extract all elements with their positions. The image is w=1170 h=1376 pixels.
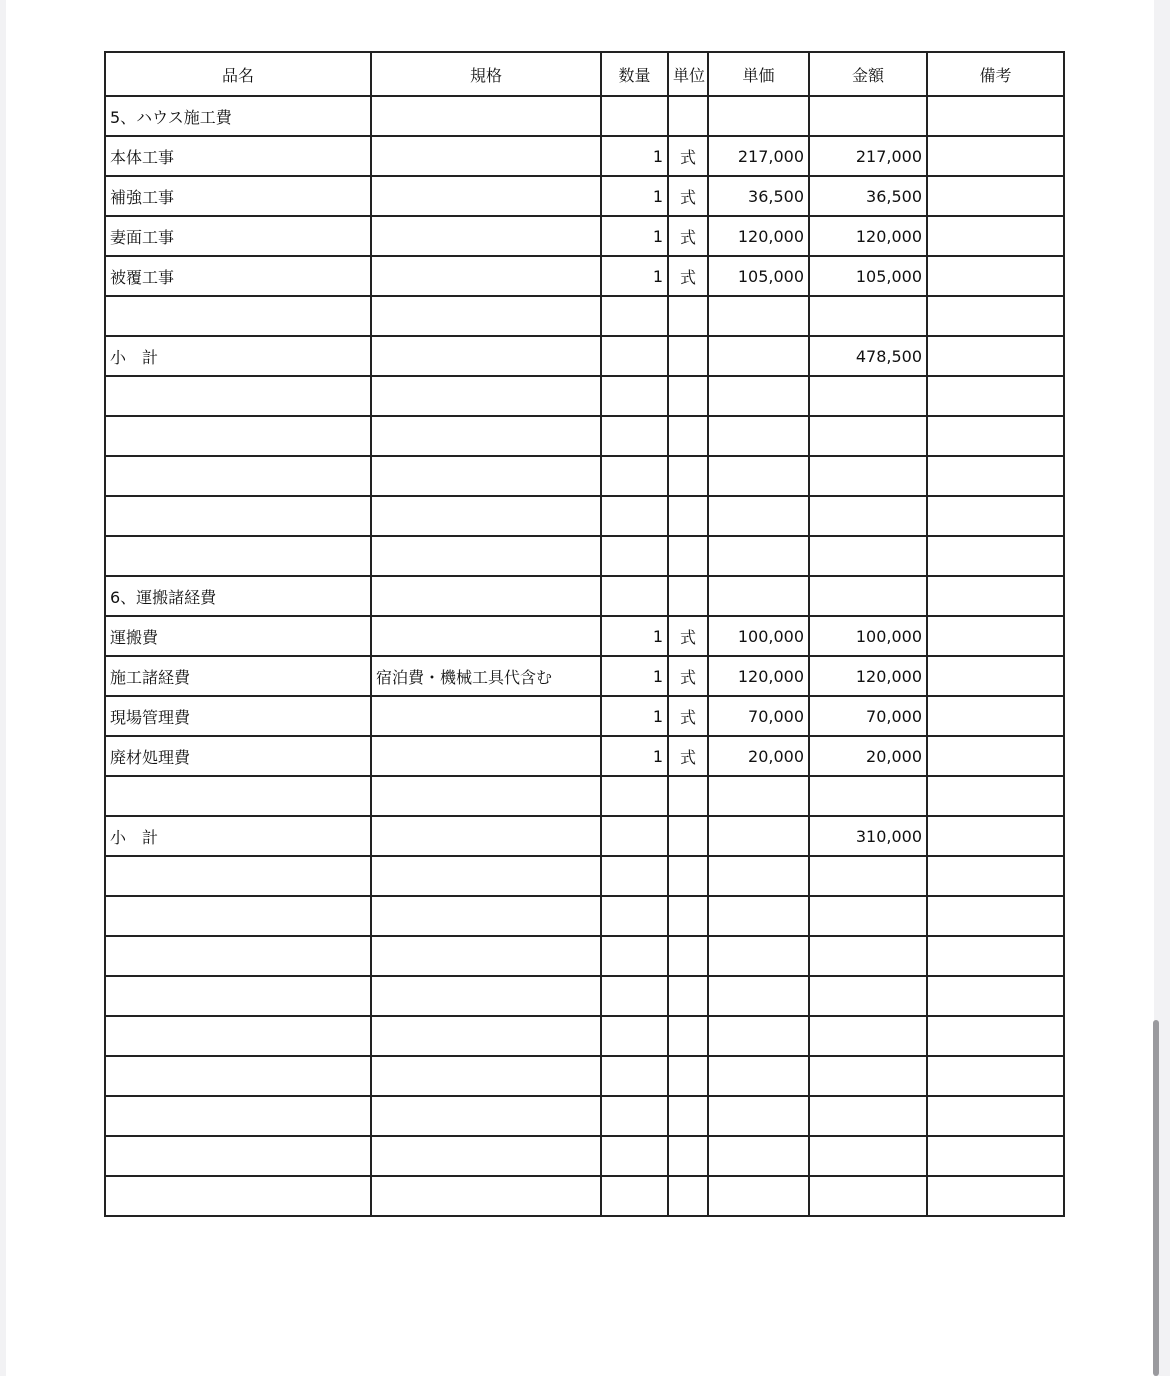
cell-unit-price — [708, 1096, 809, 1136]
table-row — [105, 176, 1064, 216]
cell-item-name — [105, 976, 371, 1016]
cell-unit — [668, 376, 708, 416]
cell-quantity — [601, 576, 668, 616]
cell-amount: 20,000 — [809, 736, 927, 776]
cell-unit — [668, 496, 708, 536]
cell-unit — [668, 776, 708, 816]
cell-unit — [668, 816, 708, 856]
subtotal-row — [105, 816, 1064, 856]
cell-quantity — [601, 936, 668, 976]
cell-amount — [809, 936, 927, 976]
cell-quantity — [601, 336, 668, 376]
cell-remarks — [927, 1056, 1064, 1096]
cell-spec — [371, 336, 601, 376]
cell-remarks — [927, 696, 1064, 736]
cell-unit: 式 — [668, 656, 708, 696]
cell-unit-price — [708, 776, 809, 816]
cell-unit-price — [708, 1176, 809, 1216]
cell-remarks — [927, 1016, 1064, 1056]
cell-unit: 式 — [668, 616, 708, 656]
cell-item-name: 小 計 — [105, 336, 371, 376]
cell-amount — [809, 1176, 927, 1216]
cell-remarks — [927, 736, 1064, 776]
cell-spec — [371, 856, 601, 896]
cell-amount: 100,000 — [809, 616, 927, 656]
cell-amount — [809, 536, 927, 576]
scrollbar-thumb[interactable] — [1153, 1020, 1159, 1376]
cell-amount: 36,500 — [809, 176, 927, 216]
cell-unit — [668, 976, 708, 1016]
cell-unit-price — [708, 896, 809, 936]
cell-item-name — [105, 376, 371, 416]
cell-amount — [809, 96, 927, 136]
cell-unit-price: 105,000 — [708, 256, 809, 296]
cell-quantity — [601, 1136, 668, 1176]
table-row — [105, 1056, 1064, 1096]
cell-item-name — [105, 1016, 371, 1056]
cell-quantity — [601, 536, 668, 576]
subtotal-row — [105, 336, 1064, 376]
cell-item-name: 現場管理費 — [105, 696, 371, 736]
table-row — [105, 376, 1064, 416]
cell-unit: 式 — [668, 216, 708, 256]
cell-unit-price — [708, 376, 809, 416]
section-row — [105, 96, 1064, 136]
header-spec: 規格 — [371, 52, 601, 96]
cell-unit-price — [708, 496, 809, 536]
cell-unit-price — [708, 976, 809, 1016]
cell-remarks — [927, 1176, 1064, 1216]
table-row — [105, 616, 1064, 656]
cell-spec — [371, 376, 601, 416]
table-row — [105, 456, 1064, 496]
table-row — [105, 1096, 1064, 1136]
cell-unit-price: 20,000 — [708, 736, 809, 776]
cell-unit-price: 120,000 — [708, 656, 809, 696]
cell-item-name — [105, 896, 371, 936]
cell-item-name: 本体工事 — [105, 136, 371, 176]
cell-unit — [668, 1136, 708, 1176]
cell-unit-price — [708, 1016, 809, 1056]
table-body — [105, 96, 1064, 1216]
cell-remarks — [927, 1136, 1064, 1176]
cell-remarks — [927, 616, 1064, 656]
cell-spec — [371, 896, 601, 936]
cell-remarks — [927, 216, 1064, 256]
cell-spec — [371, 736, 601, 776]
cell-amount — [809, 856, 927, 896]
cell-unit-price — [708, 456, 809, 496]
cell-item-name — [105, 1136, 371, 1176]
cell-spec — [371, 496, 601, 536]
cell-remarks — [927, 376, 1064, 416]
table-row — [105, 496, 1064, 536]
cell-remarks — [927, 536, 1064, 576]
cell-remarks — [927, 816, 1064, 856]
cell-spec — [371, 216, 601, 256]
cell-remarks — [927, 496, 1064, 536]
cell-amount — [809, 576, 927, 616]
table-row — [105, 936, 1064, 976]
cell-amount: 120,000 — [809, 656, 927, 696]
cell-spec — [371, 1176, 601, 1216]
cell-unit — [668, 96, 708, 136]
section-row — [105, 576, 1064, 616]
cell-unit-price — [708, 856, 809, 896]
cell-item-name: 小 計 — [105, 816, 371, 856]
cell-spec — [371, 976, 601, 1016]
cell-spec — [371, 456, 601, 496]
table-row — [105, 536, 1064, 576]
header-item-name: 品名 — [105, 52, 371, 96]
cell-spec — [371, 616, 601, 656]
cell-remarks — [927, 176, 1064, 216]
table-row — [105, 136, 1064, 176]
header-unit: 単位 — [668, 52, 708, 96]
cell-item-name — [105, 416, 371, 456]
cell-amount: 120,000 — [809, 216, 927, 256]
cell-spec — [371, 696, 601, 736]
cell-item-name — [105, 536, 371, 576]
cell-spec — [371, 1096, 601, 1136]
cell-item-name — [105, 496, 371, 536]
cell-unit — [668, 936, 708, 976]
cell-item-name: 5、ハウス施工費 — [105, 96, 371, 136]
cell-item-name — [105, 1096, 371, 1136]
table-row — [105, 776, 1064, 816]
header-unit-price: 単価 — [708, 52, 809, 96]
cell-amount: 105,000 — [809, 256, 927, 296]
cell-unit-price — [708, 336, 809, 376]
table-row — [105, 1016, 1064, 1056]
cell-quantity: 1 — [601, 696, 668, 736]
cell-unit — [668, 1056, 708, 1096]
cell-unit-price — [708, 576, 809, 616]
header-quantity: 数量 — [601, 52, 668, 96]
cell-unit — [668, 1176, 708, 1216]
cell-amount — [809, 1056, 927, 1096]
cell-amount — [809, 1016, 927, 1056]
cell-quantity: 1 — [601, 136, 668, 176]
cell-quantity — [601, 816, 668, 856]
cell-quantity — [601, 456, 668, 496]
cell-unit-price: 120,000 — [708, 216, 809, 256]
cell-spec — [371, 1016, 601, 1056]
cell-item-name — [105, 936, 371, 976]
cell-amount — [809, 376, 927, 416]
cell-remarks — [927, 336, 1064, 376]
cell-quantity — [601, 976, 668, 1016]
cell-unit-price — [708, 936, 809, 976]
cell-remarks — [927, 256, 1064, 296]
cell-amount: 217,000 — [809, 136, 927, 176]
cell-unit: 式 — [668, 136, 708, 176]
table-row — [105, 416, 1064, 456]
cell-quantity — [601, 1056, 668, 1096]
cell-quantity: 1 — [601, 176, 668, 216]
cell-spec — [371, 1056, 601, 1096]
cell-item-name — [105, 776, 371, 816]
cell-amount — [809, 456, 927, 496]
cell-spec — [371, 416, 601, 456]
table-row — [105, 896, 1064, 936]
cell-quantity — [601, 856, 668, 896]
cell-spec — [371, 296, 601, 336]
cell-item-name: 被覆工事 — [105, 256, 371, 296]
table-row — [105, 736, 1064, 776]
cell-quantity — [601, 416, 668, 456]
cell-quantity — [601, 296, 668, 336]
cell-unit: 式 — [668, 176, 708, 216]
cell-unit: 式 — [668, 696, 708, 736]
cell-remarks — [927, 936, 1064, 976]
table-row — [105, 256, 1064, 296]
cell-unit-price — [708, 96, 809, 136]
table-row — [105, 1136, 1064, 1176]
table-row — [105, 976, 1064, 1016]
cell-unit-price: 70,000 — [708, 696, 809, 736]
cell-remarks — [927, 416, 1064, 456]
table-row — [105, 656, 1064, 696]
cell-quantity: 1 — [601, 616, 668, 656]
cell-item-name — [105, 856, 371, 896]
cell-unit — [668, 856, 708, 896]
cell-quantity — [601, 96, 668, 136]
cell-quantity — [601, 1096, 668, 1136]
cell-unit — [668, 456, 708, 496]
cell-unit-price — [708, 1056, 809, 1096]
table-row — [105, 696, 1064, 736]
cell-unit — [668, 896, 708, 936]
cell-spec — [371, 576, 601, 616]
cell-unit-price — [708, 816, 809, 856]
cell-spec — [371, 96, 601, 136]
cell-unit-price: 100,000 — [708, 616, 809, 656]
cell-item-name: 廃材処理費 — [105, 736, 371, 776]
cell-amount — [809, 296, 927, 336]
cell-remarks — [927, 896, 1064, 936]
cell-amount — [809, 416, 927, 456]
cell-unit — [668, 336, 708, 376]
cell-amount — [809, 1096, 927, 1136]
cell-remarks — [927, 776, 1064, 816]
cell-spec — [371, 136, 601, 176]
cell-spec — [371, 936, 601, 976]
cell-item-name: 妻面工事 — [105, 216, 371, 256]
cell-quantity — [601, 1016, 668, 1056]
cell-unit — [668, 296, 708, 336]
cell-item-name — [105, 456, 371, 496]
cell-item-name — [105, 296, 371, 336]
cell-amount — [809, 1136, 927, 1176]
cell-quantity — [601, 896, 668, 936]
table-row — [105, 296, 1064, 336]
cell-amount — [809, 496, 927, 536]
cell-unit — [668, 416, 708, 456]
cell-amount: 478,500 — [809, 336, 927, 376]
cell-remarks — [927, 456, 1064, 496]
cell-unit — [668, 576, 708, 616]
cell-unit-price — [708, 536, 809, 576]
cell-unit-price: 36,500 — [708, 176, 809, 216]
cell-item-name: 運搬費 — [105, 616, 371, 656]
cell-quantity: 1 — [601, 256, 668, 296]
header-remarks: 備考 — [927, 52, 1064, 96]
cell-remarks — [927, 96, 1064, 136]
cell-spec — [371, 1136, 601, 1176]
cell-spec: 宿泊費・機械工具代含む — [371, 656, 601, 696]
cell-item-name — [105, 1176, 371, 1216]
cell-remarks — [927, 136, 1064, 176]
cell-item-name: 施工諸経費 — [105, 656, 371, 696]
cell-remarks — [927, 296, 1064, 336]
cell-quantity: 1 — [601, 736, 668, 776]
header-amount: 金額 — [809, 52, 927, 96]
cell-item-name: 6、運搬諸経費 — [105, 576, 371, 616]
cell-unit: 式 — [668, 256, 708, 296]
cell-unit — [668, 1016, 708, 1056]
cell-spec — [371, 816, 601, 856]
cell-quantity — [601, 1176, 668, 1216]
table-row — [105, 856, 1064, 896]
cell-remarks — [927, 576, 1064, 616]
cell-quantity: 1 — [601, 216, 668, 256]
cell-quantity — [601, 496, 668, 536]
cell-amount — [809, 896, 927, 936]
cell-spec — [371, 176, 601, 216]
cell-amount: 70,000 — [809, 696, 927, 736]
cell-remarks — [927, 976, 1064, 1016]
cell-spec — [371, 776, 601, 816]
cell-spec — [371, 256, 601, 296]
cell-item-name: 補強工事 — [105, 176, 371, 216]
cell-unit-price — [708, 296, 809, 336]
table-row — [105, 216, 1064, 256]
cell-amount — [809, 976, 927, 1016]
cell-remarks — [927, 856, 1064, 896]
cell-unit-price — [708, 416, 809, 456]
table-row — [105, 1176, 1064, 1216]
cell-quantity: 1 — [601, 656, 668, 696]
header-row — [105, 52, 1064, 96]
cell-item-name — [105, 1056, 371, 1096]
cell-unit: 式 — [668, 736, 708, 776]
cell-unit-price: 217,000 — [708, 136, 809, 176]
cell-quantity — [601, 376, 668, 416]
cell-unit-price — [708, 1136, 809, 1176]
estimate-table — [104, 51, 1065, 1217]
cell-unit — [668, 536, 708, 576]
cell-amount — [809, 776, 927, 816]
cell-remarks — [927, 656, 1064, 696]
cell-amount: 310,000 — [809, 816, 927, 856]
cell-quantity — [601, 776, 668, 816]
cell-spec — [371, 536, 601, 576]
cell-unit — [668, 1096, 708, 1136]
cell-remarks — [927, 1096, 1064, 1136]
